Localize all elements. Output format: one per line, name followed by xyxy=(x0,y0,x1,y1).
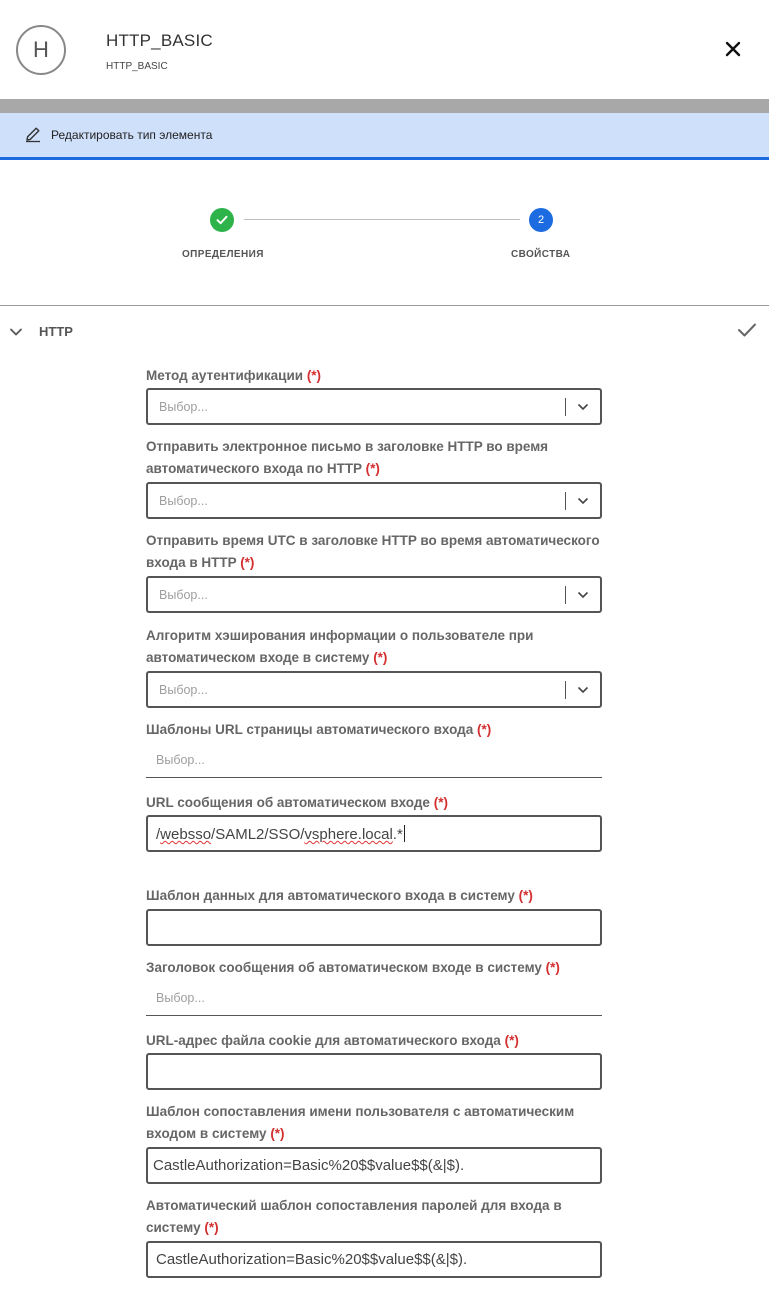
select-separator xyxy=(565,492,566,510)
dialog-header xyxy=(0,0,769,99)
required-mark: (*) xyxy=(270,1126,285,1141)
required-mark: (*) xyxy=(477,722,492,737)
required-mark: (*) xyxy=(518,888,533,903)
field-label-send-utc: Отправить время UTC в заголовке HTTP во время автоматического входа в HTTP (*) xyxy=(146,533,600,570)
message-url-input[interactable] xyxy=(146,815,602,852)
avatar-letter: H xyxy=(33,37,49,62)
chevron-down-icon[interactable] xyxy=(576,683,590,697)
required-mark: (*) xyxy=(545,960,560,975)
edit-type-label: Редактировать тип элемента xyxy=(51,128,213,142)
send-utc-select[interactable] xyxy=(146,576,602,613)
field-label-data-template: Шаблон данных для автоматического входа в систему (*) xyxy=(146,888,533,903)
close-icon[interactable] xyxy=(721,37,745,61)
check-icon xyxy=(737,321,757,339)
required-mark: (*) xyxy=(504,1033,519,1048)
step-1-complete[interactable] xyxy=(210,208,234,232)
edit-type-bar[interactable] xyxy=(0,113,769,160)
select-placeholder: Выбор... xyxy=(159,588,208,602)
message-url-value: /websso/SAML2/SSO/vsphere.local.* xyxy=(156,826,403,843)
field-label-password-template: Автоматический шаблон сопоставления паролей для входа в систему (*) xyxy=(146,1198,562,1235)
required-mark: (*) xyxy=(433,795,448,810)
page-title: HTTP_BASIC xyxy=(106,31,213,50)
text-cursor xyxy=(404,825,405,842)
field-label-cookie-url: URL-адрес файла cookie для автоматического входа (*) xyxy=(146,1033,519,1048)
multiselect-placeholder: Выбор... xyxy=(156,753,205,767)
step-1-label: ОПРЕДЕЛЕНИЯ xyxy=(182,249,264,260)
required-mark: (*) xyxy=(204,1220,219,1235)
required-mark: (*) xyxy=(240,555,255,570)
password-template-input[interactable] xyxy=(146,1241,602,1278)
chevron-down-icon[interactable] xyxy=(9,325,23,339)
password-template-value: CastleAuthorization=Basic%20$$value$$(&|$). xyxy=(156,1251,468,1268)
username-template-value: CastleAuthorization=Basic%20$$value$$(&|$). xyxy=(153,1157,465,1174)
select-separator xyxy=(565,586,566,604)
select-separator xyxy=(565,681,566,699)
field-label-message-url: URL сообщения об автоматическом входе (*) xyxy=(146,795,448,810)
select-placeholder: Выбор... xyxy=(159,494,208,508)
field-label-send-email: Отправить электронное письмо в заголовке HTTP во время автоматического входа по HTTP (*) xyxy=(146,439,549,476)
url-templates-multiselect[interactable] xyxy=(146,744,602,778)
chevron-down-icon[interactable] xyxy=(576,400,590,414)
message-header-multiselect[interactable] xyxy=(146,982,602,1016)
section-header-http[interactable] xyxy=(0,306,769,356)
page-subtitle: HTTP_BASIC xyxy=(106,61,168,72)
username-template-input[interactable] xyxy=(146,1147,602,1184)
field-label-username-template: Шаблон сопоставления имени пользователя с автоматическим входом в систему (*) xyxy=(146,1104,575,1141)
select-separator xyxy=(565,398,566,416)
close-button[interactable] xyxy=(721,37,745,61)
top-divider-bar xyxy=(0,99,769,113)
cookie-url-input[interactable] xyxy=(146,1053,602,1090)
auth-method-select[interactable] xyxy=(146,388,602,425)
section-title: HTTP xyxy=(39,324,73,339)
check-icon xyxy=(215,213,229,227)
data-template-input[interactable] xyxy=(146,909,602,946)
field-label-message-header: Заголовок сообщения об автоматическом входе в систему (*) xyxy=(146,960,560,975)
required-mark: (*) xyxy=(306,368,322,383)
step-2-label: СВОЙСТВА xyxy=(511,249,571,260)
required-mark: (*) xyxy=(373,650,388,665)
stepper xyxy=(0,160,769,305)
chevron-down-icon[interactable] xyxy=(576,588,590,602)
send-email-select[interactable] xyxy=(146,482,602,519)
step-2-active[interactable] xyxy=(529,208,553,232)
step-2-number: 2 xyxy=(537,214,545,226)
field-label-url-templates: Шаблоны URL страницы автоматического входа (*) xyxy=(146,722,492,737)
stepper-line xyxy=(244,219,520,220)
multiselect-placeholder: Выбор... xyxy=(156,991,205,1005)
avatar xyxy=(16,25,66,75)
pencil-icon xyxy=(24,125,42,143)
chevron-down-icon[interactable] xyxy=(576,494,590,508)
field-label-hash-algorithm: Алгоритм хэширования информации о пользователе при автоматическом входе в систему (*) xyxy=(146,628,534,665)
select-placeholder: Выбор... xyxy=(159,683,208,697)
hash-algorithm-select[interactable] xyxy=(146,671,602,708)
select-placeholder: Выбор... xyxy=(159,400,208,414)
required-mark: (*) xyxy=(365,461,380,476)
field-label-auth-method: Метод аутентификации (*) xyxy=(146,368,322,383)
